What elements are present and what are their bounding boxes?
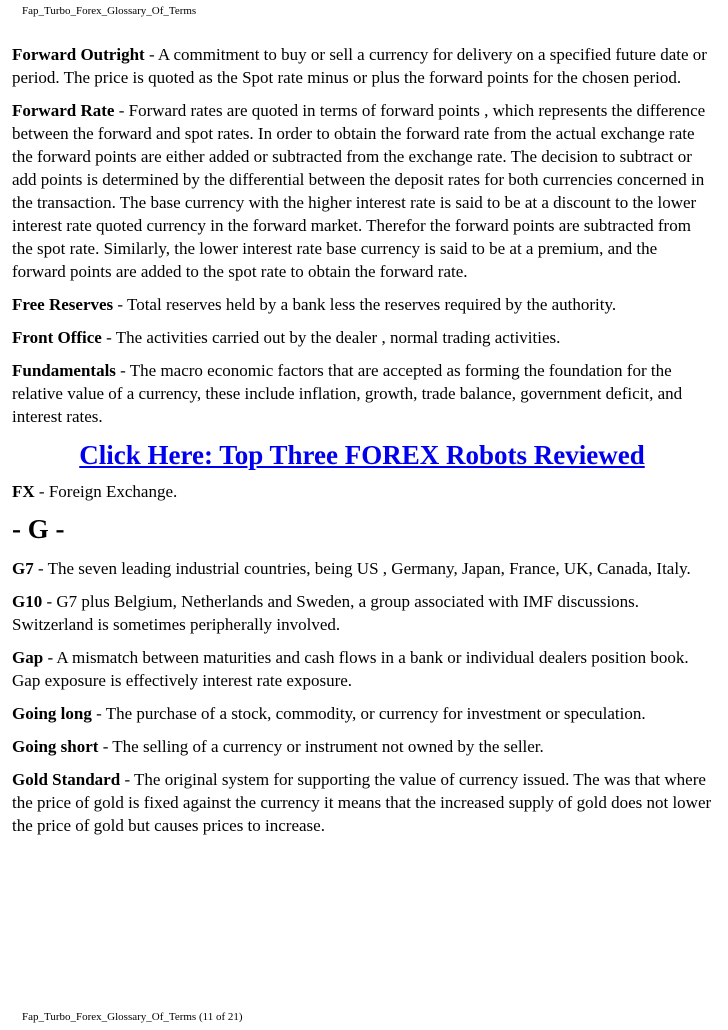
glossary-definition: - The activities carried out by the dealer , normal trading activities. [101,328,561,347]
glossary-term: FX [12,482,35,501]
glossary-term: Forward Outright [12,45,145,64]
glossary-entry [12,293,712,316]
glossary-entry [12,326,712,349]
glossary-content [12,43,712,847]
glossary-entry [12,768,712,837]
glossary-definition: - The macro economic factors that are accepted as forming the foundation for the relative value of a currency, these include inflation, growth, trade balance, government deficit, and interest rates. [12,361,683,426]
glossary-definition: - A commitment to buy or sell a currency for delivery on a specified future date or period. The price is quoted as the Spot rate minus or plus the forward points for the chosen period. [12,45,707,87]
glossary-entry [12,590,712,636]
glossary-term: G7 [12,559,34,578]
glossary-term: Front Office [12,328,102,347]
glossary-term: Free Reserves [12,295,114,314]
glossary-definition: - The original system for supporting the value of currency issued. The was that where the price of gold is fixed against the currency it means that the increased supply of gold does not lower the price of gold but causes prices to increase. [12,770,712,835]
glossary-definition: - Foreign Exchange. [34,482,178,501]
forex-robots-review-link[interactable]: Click Here: Top Three FOREX Robots Reviewed [79,440,645,470]
glossary-definition: - Forward rates are quoted in terms of forward points , which represents the difference between the forward and spot rates. In order to obtain the forward rate from the actual exchange rate the forward points are either added or subtracted from the exchange rate. The decision to subtract or add points is determined by the differential between the deposit rates for both currencies concerned in the transaction. The base currency with the higher interest rate is said to be at a discount to the lower interest rate quoted currency in the forward market. Therefor the forward points are subtracted from the spot rate. Similarly, the lower interest rate base currency is said to be at a premium, and the forward points are added to the spot rate to obtain the forward rate. [12,101,706,281]
glossary-term: Going short [12,737,99,756]
glossary-entry [12,43,712,89]
glossary-entry [12,646,712,692]
glossary-entry [12,702,712,725]
glossary-term: Gold Standard [12,770,121,789]
glossary-term: Gap [12,648,44,667]
promo-banner [12,438,712,472]
glossary-term: Forward Rate [12,101,115,120]
glossary-entry [12,359,712,428]
glossary-entry [12,557,712,580]
glossary-definition: - A mismatch between maturities and cash flows in a bank or individual dealers position book. Gap exposure is effectively interest rate exposure. [12,648,689,690]
glossary-definition: - The purchase of a stock, commodity, or currency for investment or speculation. [91,704,646,723]
glossary-term: Going long [12,704,92,723]
glossary-term: Fundamentals [12,361,116,380]
glossary-definition: - G7 plus Belgium, Netherlands and Sweden, a group associated with IMF discussions. Switzerland is sometimes peripherally involved. [12,592,640,634]
glossary-definition: - Total reserves held by a bank less the reserves required by the authority. [113,295,617,314]
glossary-definition: - The seven leading industrial countries, being US , Germany, Japan, France, UK, Canada, Italy. [33,559,691,578]
glossary-term: G10 [12,592,43,611]
page-header: Fap_Turbo_Forex_Glossary_Of_Terms [22,5,197,17]
section-heading-g: - G - [12,514,65,544]
glossary-entry [12,735,712,758]
glossary-entry [12,99,712,283]
glossary-entry [12,480,712,503]
glossary-definition: - The selling of a currency or instrument not owned by the seller. [98,737,544,756]
page-footer: Fap_Turbo_Forex_Glossary_Of_Terms (11 of 21) [22,1011,243,1023]
